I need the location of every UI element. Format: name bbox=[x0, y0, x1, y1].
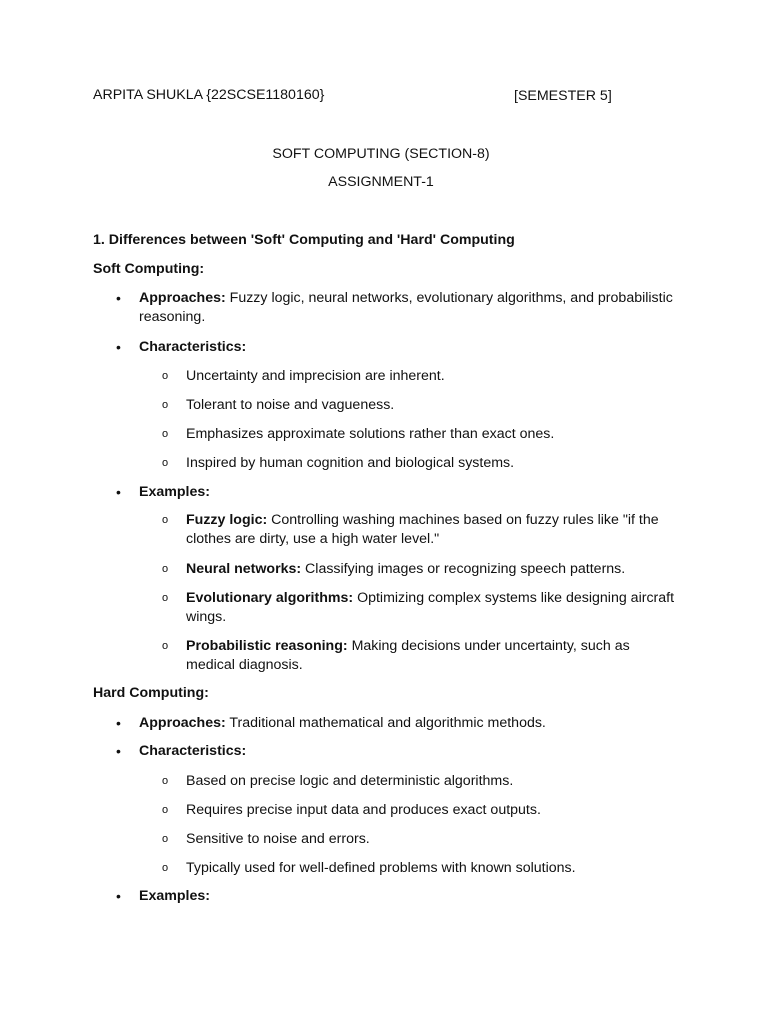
circle-bullet-icon: o bbox=[162, 370, 169, 382]
soft-approaches-label: Approaches: bbox=[139, 290, 226, 306]
hard-examples-label: Examples: bbox=[139, 888, 210, 904]
hard-characteristic-item: Sensitive to noise and errors. bbox=[186, 831, 370, 847]
bullet-icon: • bbox=[116, 715, 121, 731]
circle-bullet-icon: o bbox=[162, 514, 169, 526]
circle-bullet-icon: o bbox=[162, 428, 169, 440]
hard-characteristic-item: Requires precise input data and produces exact outputs. bbox=[186, 802, 541, 818]
circle-bullet-icon: o bbox=[162, 804, 169, 816]
soft-characteristics-label: Characteristics: bbox=[139, 339, 247, 355]
bullet-icon: • bbox=[116, 339, 121, 355]
soft-characteristic-item: Emphasizes approximate solutions rather than exact ones. bbox=[186, 426, 555, 442]
circle-bullet-icon: o bbox=[162, 862, 169, 874]
soft-characteristic-item: Inspired by human cognition and biological systems. bbox=[186, 455, 515, 471]
hard-characteristic-item: Typically used for well-defined problems with known solutions. bbox=[186, 860, 576, 876]
hard-computing-title: Hard Computing: bbox=[93, 685, 209, 701]
circle-bullet-icon: o bbox=[162, 640, 169, 652]
example-label: Neural networks: bbox=[186, 561, 302, 577]
example-label: Fuzzy logic: bbox=[186, 512, 268, 528]
example-label: Probabilistic reasoning: bbox=[186, 638, 348, 654]
soft-examples-label: Examples: bbox=[139, 484, 210, 500]
circle-bullet-icon: o bbox=[162, 399, 169, 411]
hard-approaches-text: Traditional mathematical and algorithmic methods. bbox=[225, 715, 546, 731]
soft-example-item bbox=[186, 589, 676, 627]
circle-bullet-icon: o bbox=[162, 563, 169, 575]
example-text: Making decisions under uncertainty, such as medical diagnosis. bbox=[186, 638, 630, 673]
bullet-icon: • bbox=[116, 743, 121, 759]
circle-bullet-icon: o bbox=[162, 457, 169, 469]
circle-bullet-icon: o bbox=[162, 833, 169, 845]
example-text: Controlling washing machines based on fuzzy rules like "if the clothes are dirty, use a high water level." bbox=[186, 512, 659, 547]
circle-bullet-icon: o bbox=[162, 775, 169, 787]
hard-characteristics-label: Characteristics: bbox=[139, 743, 247, 759]
soft-example-item bbox=[186, 637, 676, 675]
example-text: Classifying images or recognizing speech patterns. bbox=[301, 561, 626, 577]
hard-approaches bbox=[139, 714, 546, 733]
circle-bullet-icon: o bbox=[162, 592, 169, 604]
soft-example-item bbox=[186, 511, 676, 549]
author-line: ARPITA SHUKLA {22SCSE1180160} bbox=[93, 87, 325, 103]
hard-approaches-label: Approaches: bbox=[139, 715, 226, 731]
soft-characteristic-item: Tolerant to noise and vagueness. bbox=[186, 397, 395, 413]
soft-computing-title: Soft Computing: bbox=[93, 261, 205, 277]
soft-approaches-text: Fuzzy logic, neural networks, evolutionary algorithms, and probabilistic reasoning. bbox=[139, 290, 673, 325]
section-heading: 1. Differences between 'Soft' Computing and 'Hard' Computing bbox=[93, 232, 515, 248]
bullet-icon: • bbox=[116, 290, 121, 306]
soft-approaches bbox=[139, 289, 679, 327]
soft-example-item bbox=[186, 560, 676, 579]
bullet-icon: • bbox=[116, 888, 121, 904]
example-label: Evolutionary algorithms: bbox=[186, 590, 354, 606]
soft-characteristic-item: Uncertainty and imprecision are inherent. bbox=[186, 368, 445, 384]
semester-label: [SEMESTER 5] bbox=[514, 88, 612, 104]
bullet-icon: • bbox=[116, 484, 121, 500]
course-title: SOFT COMPUTING (SECTION-8) bbox=[272, 146, 490, 162]
example-text: Optimizing complex systems like designing aircraft wings. bbox=[186, 590, 675, 625]
assignment-title: ASSIGNMENT-1 bbox=[328, 174, 434, 190]
hard-characteristic-item: Based on precise logic and deterministic algorithms. bbox=[186, 773, 514, 789]
